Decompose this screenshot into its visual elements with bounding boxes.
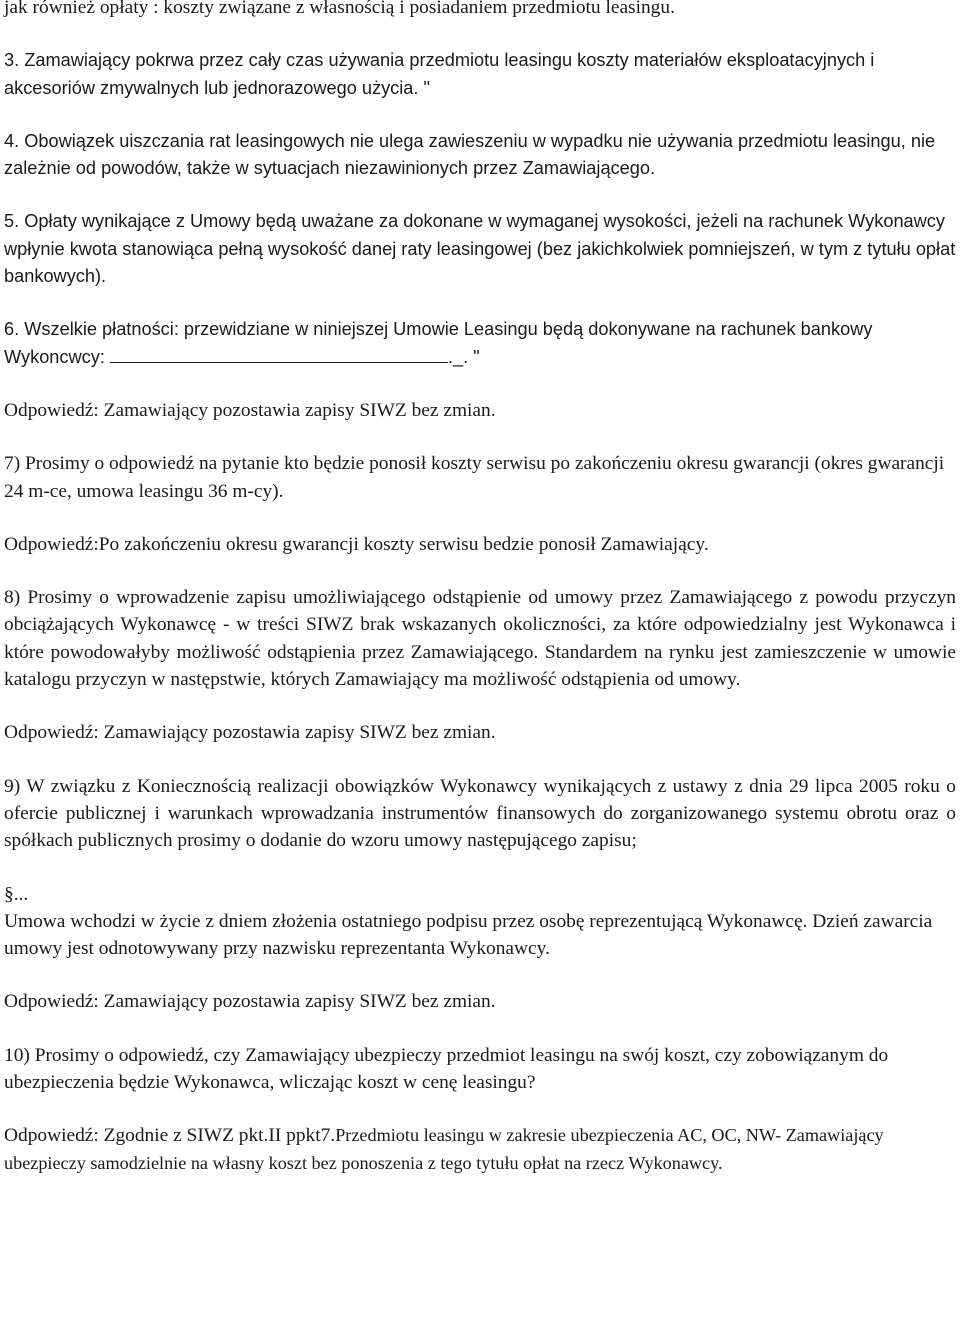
answer-10: [4, 1122, 956, 1177]
answer-8: Odpowiedź: Zamawiający pozostawia zapisy SIWZ bez zmian.: [4, 722, 496, 744]
clause-paragraph-text: Umowa wchodzi w życie z dniem złożenia ostatniego podpisu przez osobę reprezentującą Wykonawcę. Dzień zawarcia umowy jest odnotowywany przy nazwisku reprezentanta Wykonawcy.: [4, 910, 933, 960]
clause-item-6-end: ._. ": [447, 346, 480, 367]
answer-10-body: Przedmiotu leasingu w zakresie ubezpieczenia AC, OC, NW- Zamawiający ubezpieczy samodzielnie na własny koszt bez ponoszenia z tego tytułu opłat na rzecz Wykonawcy.: [4, 1125, 884, 1173]
answer-10-prefix: Odpowiedź: Zgodnie z SIWZ pkt.II ppkt7.: [4, 1125, 336, 1147]
intro-line: jak również opłaty : koszty związane z własnością i posiadaniem przedmiotu leasingu.: [4, 0, 675, 18]
clause-item-5: 5. Opłaty wynikające z Umowy będą uważane za dokonane w wymaganej wysokości, jeżeli na rachunek Wykonawcy wpłynie kwota stanowiąca pełną wysokość danej raty leasingowej (bez jakichkolwiek pomniejszeń, w tym z tytułu opłat bankowych).: [4, 211, 956, 287]
question-10: 10) Prosimy o odpowiedź, czy Zamawiający ubezpieczy przedmiot leasingu na swój koszt, czy zobowiązanym do ubezpieczenia będzie Wykonawca, wliczając koszt w cenę leasingu?: [4, 1044, 889, 1094]
answer-9: Odpowiedź: Zamawiający pozostawia zapisy SIWZ bez zmian.: [4, 991, 496, 1013]
clause-item-3: 3. Zamawiający pokrwa przez cały czas używania przedmiotu leasingu koszty materiałów eksploatacyjnych i akcesoriów zmywalnych lub jednorazowego użycia. ": [4, 50, 875, 98]
document-page: [4, 0, 956, 1203]
question-9: 9) W związku z Koniecznością realizacji obowiązków Wykonawcy wynikających z ustawy z dnia 29 lipca 2005 roku o ofercie publicznej i warunkach wprowadzania instrumentów finansowych do zorganizowanego systemu obrotu oraz o spółkach publicznych prosimy o dodanie do wzoru umowy następującego zapisu;: [4, 775, 956, 852]
question-7: 7) Prosimy o odpowiedź na pytanie kto będzie ponosił koszty serwisu po zakończeniu okresu gwarancji (okres gwarancji 24 m-ce, umowa leasingu 36 m-cy).: [4, 453, 945, 502]
question-8: 8) Prosimy o wprowadzenie zapisu umożliwiającego odstąpienie od umowy przez Zamawiającego z powodu przyczyn obciążających Wykonawcę - w treści SIWZ brak wskazanych okoliczności, za które odpowiedzialny jest Wykonawca i które powodowałyby możliwość odstąpienia przez Zamawiającego. Standardem na rynku jest zamieszczenie w umowie katalogu przyczyn w następstwie, których Zamawiający ma możliwość odstąpienia od umowy.: [4, 587, 956, 691]
answer-q6: Odpowiedź: Zamawiający pozostawia zapisy SIWZ bez zmian.: [4, 399, 496, 421]
clause-paragraph-mark: §...: [4, 883, 29, 905]
clause-item-6-text: 6. Wszelkie płatności: przewidziane w niniejszej Umowie Leasingu będą dokonywane na rachunek bankowy Wykoncwcy:: [4, 319, 873, 367]
clause-item-6: [4, 316, 956, 371]
account-number-blank: [110, 344, 448, 363]
clause-item-4: 4. Obowiązek uiszczania rat leasingowych nie ulega zawieszeniu w wypadku nie używania przedmiotu leasingu, nie zależnie od powodów, także w sytuacjach niezawinionych przez Zamawiającego.: [4, 130, 936, 179]
answer-7: Odpowiedź:Po zakończeniu okresu gwarancji koszty serwisu bedzie ponosił Zamawiający.: [4, 533, 709, 555]
